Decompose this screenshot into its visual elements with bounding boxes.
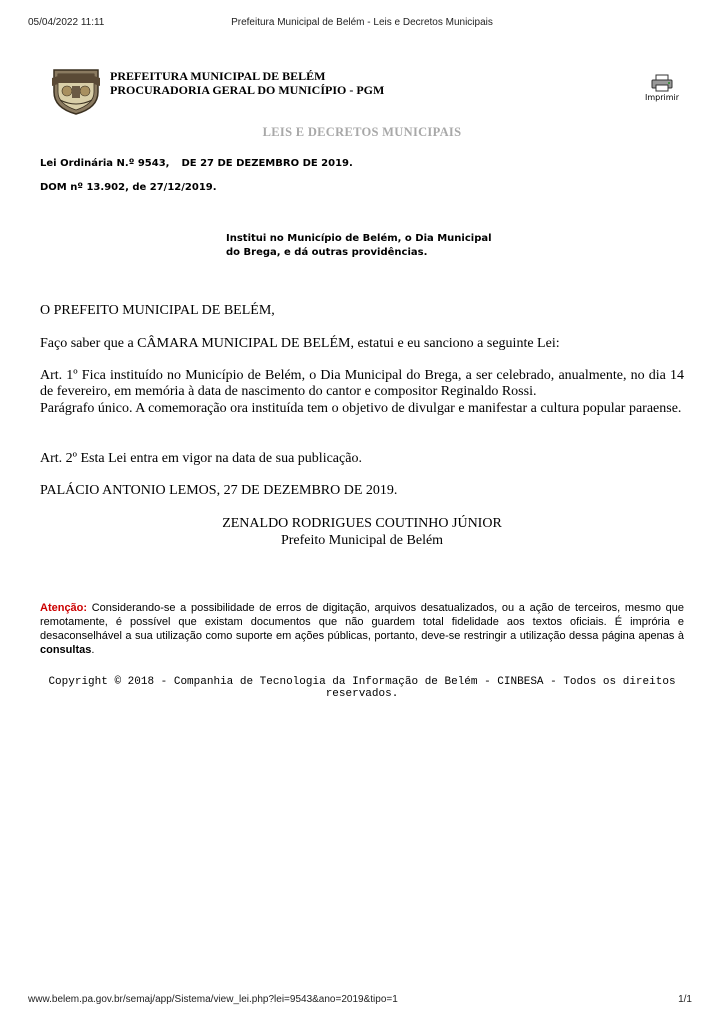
city-crest-icon [50, 64, 102, 116]
print-datetime: 05/04/2022 11:11 [28, 17, 105, 28]
org-name-line2: PROCURADORIA GERAL DO MUNICÍPIO - PGM [110, 83, 385, 97]
disclaimer-emphasis: consultas [40, 644, 92, 656]
print-button[interactable] [640, 74, 684, 102]
org-header [50, 64, 384, 116]
article-1: Art. 1º Fica instituído no Município de Belém, o Dia Municipal do Brega, a ser celebrado, anualmente, no dia 14 de fevereiro, em memória à data de nascimento do cantor e compositor Reginaldo Rossi. [40, 368, 684, 399]
printer-icon [650, 74, 674, 92]
disclaimer-end: . [91, 644, 95, 656]
body-enactment: Faço saber que a CÂMARA MUNICIPAL DE BELÉM, estatui e eu sanciono a seguinte Lei: [40, 336, 560, 351]
copyright-line1: Copyright © 2018 - Companhia de Tecnologia da Informação de Belém - CINBESA - Todos os direitos [48, 676, 676, 688]
copyright-line2: reservados. [325, 688, 399, 700]
law-date: DE 27 DE DEZEMBRO DE 2019. [181, 158, 353, 169]
print-page-title: Prefeitura Municipal de Belém - Leis e Decretos Municipais [231, 17, 493, 28]
signatory-name: ZENALDO RODRIGUES COUTINHO JÚNIOR [222, 516, 502, 531]
signature-block [0, 515, 724, 549]
law-number-line [40, 158, 353, 169]
law-ementa [226, 232, 506, 259]
disclaimer [40, 601, 684, 657]
org-name [110, 69, 384, 97]
print-url: www.belem.pa.gov.br/semaj/app/Sistema/view_lei.php?lei=9543&ano=2019&tipo=1 [28, 994, 398, 1005]
ementa-line1: Institui no Município de Belém, o Dia Municipal [226, 233, 492, 244]
article-2: Art. 2º Esta Lei entra em vigor na data de sua publicação. [40, 451, 362, 466]
disclaimer-text: Considerando-se a possibilidade de erros de digitação, arquivos desatualizados, ou a ação de terceiros, mesmo que remotamente, é possível que existam documentos que não guardem total fidelidade aos textos oficiais. É imprória e desaconselhável a sua utilização como suporte em ações públicas, portanto, deve-se restringir a utilização dessa página apenas à [40, 602, 684, 642]
sole-paragraph: Parágrafo único. A comemoração ora instituída tem o objetivo de divulgar e manifestar a cultura popular paraense. [40, 401, 682, 416]
section-title: LEIS E DECRETOS MUNICIPAIS [262, 125, 462, 139]
place-date: PALÁCIO ANTONIO LEMOS, 27 DE DEZEMBRO DE 2019. [40, 483, 398, 498]
law-number: Lei Ordinária N.º 9543, [40, 158, 170, 169]
ementa-line2: do Brega, e dá outras providências. [226, 246, 428, 258]
law-dom: DOM nº 13.902, de 27/12/2019. [40, 182, 217, 193]
print-page-number: 1/1 [678, 994, 692, 1005]
print-button-label: Imprimir [644, 93, 680, 102]
body-opening: O PREFEITO MUNICIPAL DE BELÉM, [40, 303, 275, 318]
copyright [40, 676, 684, 700]
signatory-role: Prefeito Municipal de Belém [280, 533, 444, 548]
disclaimer-label: Atenção: [40, 602, 88, 614]
org-name-line1: PREFEITURA MUNICIPAL DE BELÉM [110, 69, 326, 83]
